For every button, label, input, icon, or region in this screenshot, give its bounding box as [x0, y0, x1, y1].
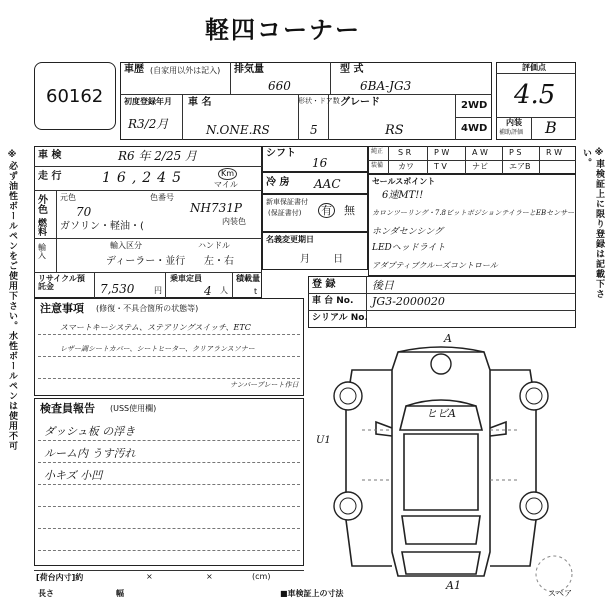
first-reg-value: R3/2月	[128, 117, 169, 131]
cert-label: ■車検証上の寸法	[280, 589, 344, 598]
mileage-unit2: マイル	[214, 180, 238, 189]
inspector-line-1: ルーム内 うす汚れ	[44, 447, 136, 460]
sales-label: セールスポイント	[372, 177, 436, 186]
name-value: N.ONE.RS	[206, 123, 270, 137]
sales-point-1: カロンツーリング・7.8ビットポジションテイラーとEBセンサー	[372, 209, 575, 217]
color-label: 外 色	[38, 195, 48, 216]
sales-point-2: ホンダセンシング	[372, 227, 444, 237]
equip-r1: カワ	[398, 162, 414, 171]
model-value: 6BA-JG3	[360, 79, 412, 93]
cargo-times-1: ×	[146, 572, 153, 581]
ac-label: 冷 房	[266, 177, 290, 188]
load-unit: t	[254, 287, 258, 296]
lot-number: 60162	[46, 86, 104, 107]
interior-value: B	[545, 118, 557, 137]
capacity-unit: 人	[220, 286, 228, 295]
score-label: 評価点	[522, 63, 546, 72]
name-change-value: 月 日	[300, 254, 344, 265]
interior-sub: 補助評価	[499, 129, 524, 136]
mileage-unit: Km	[218, 168, 237, 180]
equip-r2: T V	[434, 162, 447, 171]
shift-value: 16	[312, 156, 328, 170]
drive-2wd: 2WD	[461, 100, 488, 111]
diagram-windshield-mark: ヒビA	[426, 407, 456, 420]
inspector-subtitle: (USS使用欄)	[110, 404, 157, 413]
reg-value: 後日	[372, 279, 394, 292]
history-label: 車歴	[124, 64, 144, 75]
length-label: 長さ	[38, 589, 54, 598]
serial-label: シリアル No.	[312, 313, 368, 323]
warranty-yes: 有	[318, 203, 335, 218]
drive-4wd: 4WD	[461, 123, 488, 134]
doors-value: 5	[310, 123, 318, 137]
recycle-label: リサイクル預託金	[38, 274, 85, 291]
warranty-no: 無	[344, 204, 355, 217]
shaken-value: R6 年 2/25 月	[118, 149, 198, 163]
name-change-label: 名義変更期日	[266, 235, 314, 244]
dealer-label: ディーラー・並行	[106, 256, 186, 267]
inspector-box	[34, 398, 304, 566]
page-title: 軽四コーナー	[205, 16, 361, 44]
interior-label: 内装	[506, 118, 522, 127]
equip-h4: P S	[509, 148, 522, 157]
first-reg-label: 初度登録年月	[124, 97, 172, 106]
displacement-label: 排気量	[234, 64, 264, 75]
diagram-spare-label: スペア	[548, 589, 572, 598]
warranty-label: 新車保証書付	[266, 198, 308, 206]
score-value: 4.5	[514, 80, 556, 110]
equip-r3: ナビ	[472, 162, 488, 171]
notes-line-2: ナンバープレート作日	[230, 381, 299, 389]
import-item-0: 輸入区分	[110, 241, 142, 250]
equip-h1: S R	[398, 148, 412, 157]
chassis-value: JG3-2000020	[372, 295, 445, 308]
recycle-unit: 円	[154, 286, 162, 295]
doors-label: 形状・ドア数	[298, 97, 340, 105]
notes-line-1: レザー調シートカバー、シートヒーター、クリアランスソナー	[60, 345, 255, 353]
reg-label: 登 録	[312, 279, 336, 290]
name-label: 車 名	[188, 97, 212, 108]
chassis-label: 車 台 No.	[312, 296, 354, 306]
cargo-times-2: ×	[206, 572, 213, 581]
warranty-sub: (保証書付)	[268, 209, 302, 217]
capacity-value: 4	[204, 284, 212, 298]
displacement-value: 660	[268, 79, 291, 93]
grade-label: グレード	[340, 97, 380, 108]
notes-subtitle: (修復・不具合箇所の状態等)	[96, 304, 199, 313]
shaken-label: 車 検	[38, 150, 62, 161]
diagram-side-mark: U1	[316, 435, 331, 446]
color-no-value: NH731P	[190, 201, 242, 215]
equip-h5: R W	[546, 148, 563, 157]
equip-r0: 装備	[371, 162, 384, 169]
mileage-value: 16,245	[102, 170, 187, 186]
diagram-top-mark: A	[444, 332, 452, 345]
import-label: 輸入	[38, 243, 46, 260]
fuel-value: ガソリン・軽油・(	[60, 221, 144, 232]
diagram-bottom-mark: A1	[446, 579, 461, 592]
notes-title: 注意事項	[40, 302, 84, 315]
equip-h3: A W	[472, 148, 488, 157]
cargo-label: [荷台内寸]約	[36, 573, 84, 582]
grade-value: RS	[385, 123, 404, 138]
interior-color-label: 内装色	[222, 217, 246, 226]
orig-color-label: 元色	[60, 193, 76, 202]
handle-label: 左・右	[204, 256, 234, 267]
orig-color-value: 70	[76, 205, 92, 219]
side-note-right: ※車検証上に限り登録は記載下さい。	[581, 148, 604, 299]
notes-line-0: スマートキーシステム、ステアリングスイッチ、ETC	[60, 323, 251, 332]
side-note-left: ※必ず油性ボールペンをご使用下さい。水性ボールペンは使用不可	[7, 150, 17, 451]
load-label: 積載量	[236, 274, 260, 283]
shift-label: シフト	[266, 148, 296, 159]
sales-point-4: アダプティブクルーズコントロール	[372, 261, 498, 270]
inspector-line-0: ダッシュ板 の浮き	[44, 425, 136, 438]
inspector-line-2: 小キズ 小凹	[44, 469, 103, 482]
inspector-title: 検査員報告	[40, 402, 95, 415]
import-item-1: ハンドル	[198, 241, 230, 250]
cargo-cm: (cm)	[252, 572, 271, 581]
sales-point-3: LEDヘッドライト	[372, 243, 446, 253]
history-note: (自家用以外は記入)	[150, 66, 221, 75]
model-label: 型 式	[340, 64, 364, 75]
equip-h2: P W	[434, 148, 450, 157]
recycle-value: 7,530	[100, 282, 135, 296]
equip-h0: 純正	[371, 148, 384, 155]
equip-r4: エアB	[509, 162, 531, 171]
car-diagram	[306, 330, 576, 600]
fuel-label: 燃 料	[38, 219, 48, 238]
sales-point-0: 6速MT!!	[382, 190, 424, 201]
ac-value: AAC	[314, 177, 341, 191]
mileage-label: 走 行	[38, 171, 62, 182]
capacity-label: 乗車定員	[170, 274, 202, 283]
color-no-label: 色番号	[150, 193, 174, 202]
width-label: 幅	[116, 589, 124, 598]
